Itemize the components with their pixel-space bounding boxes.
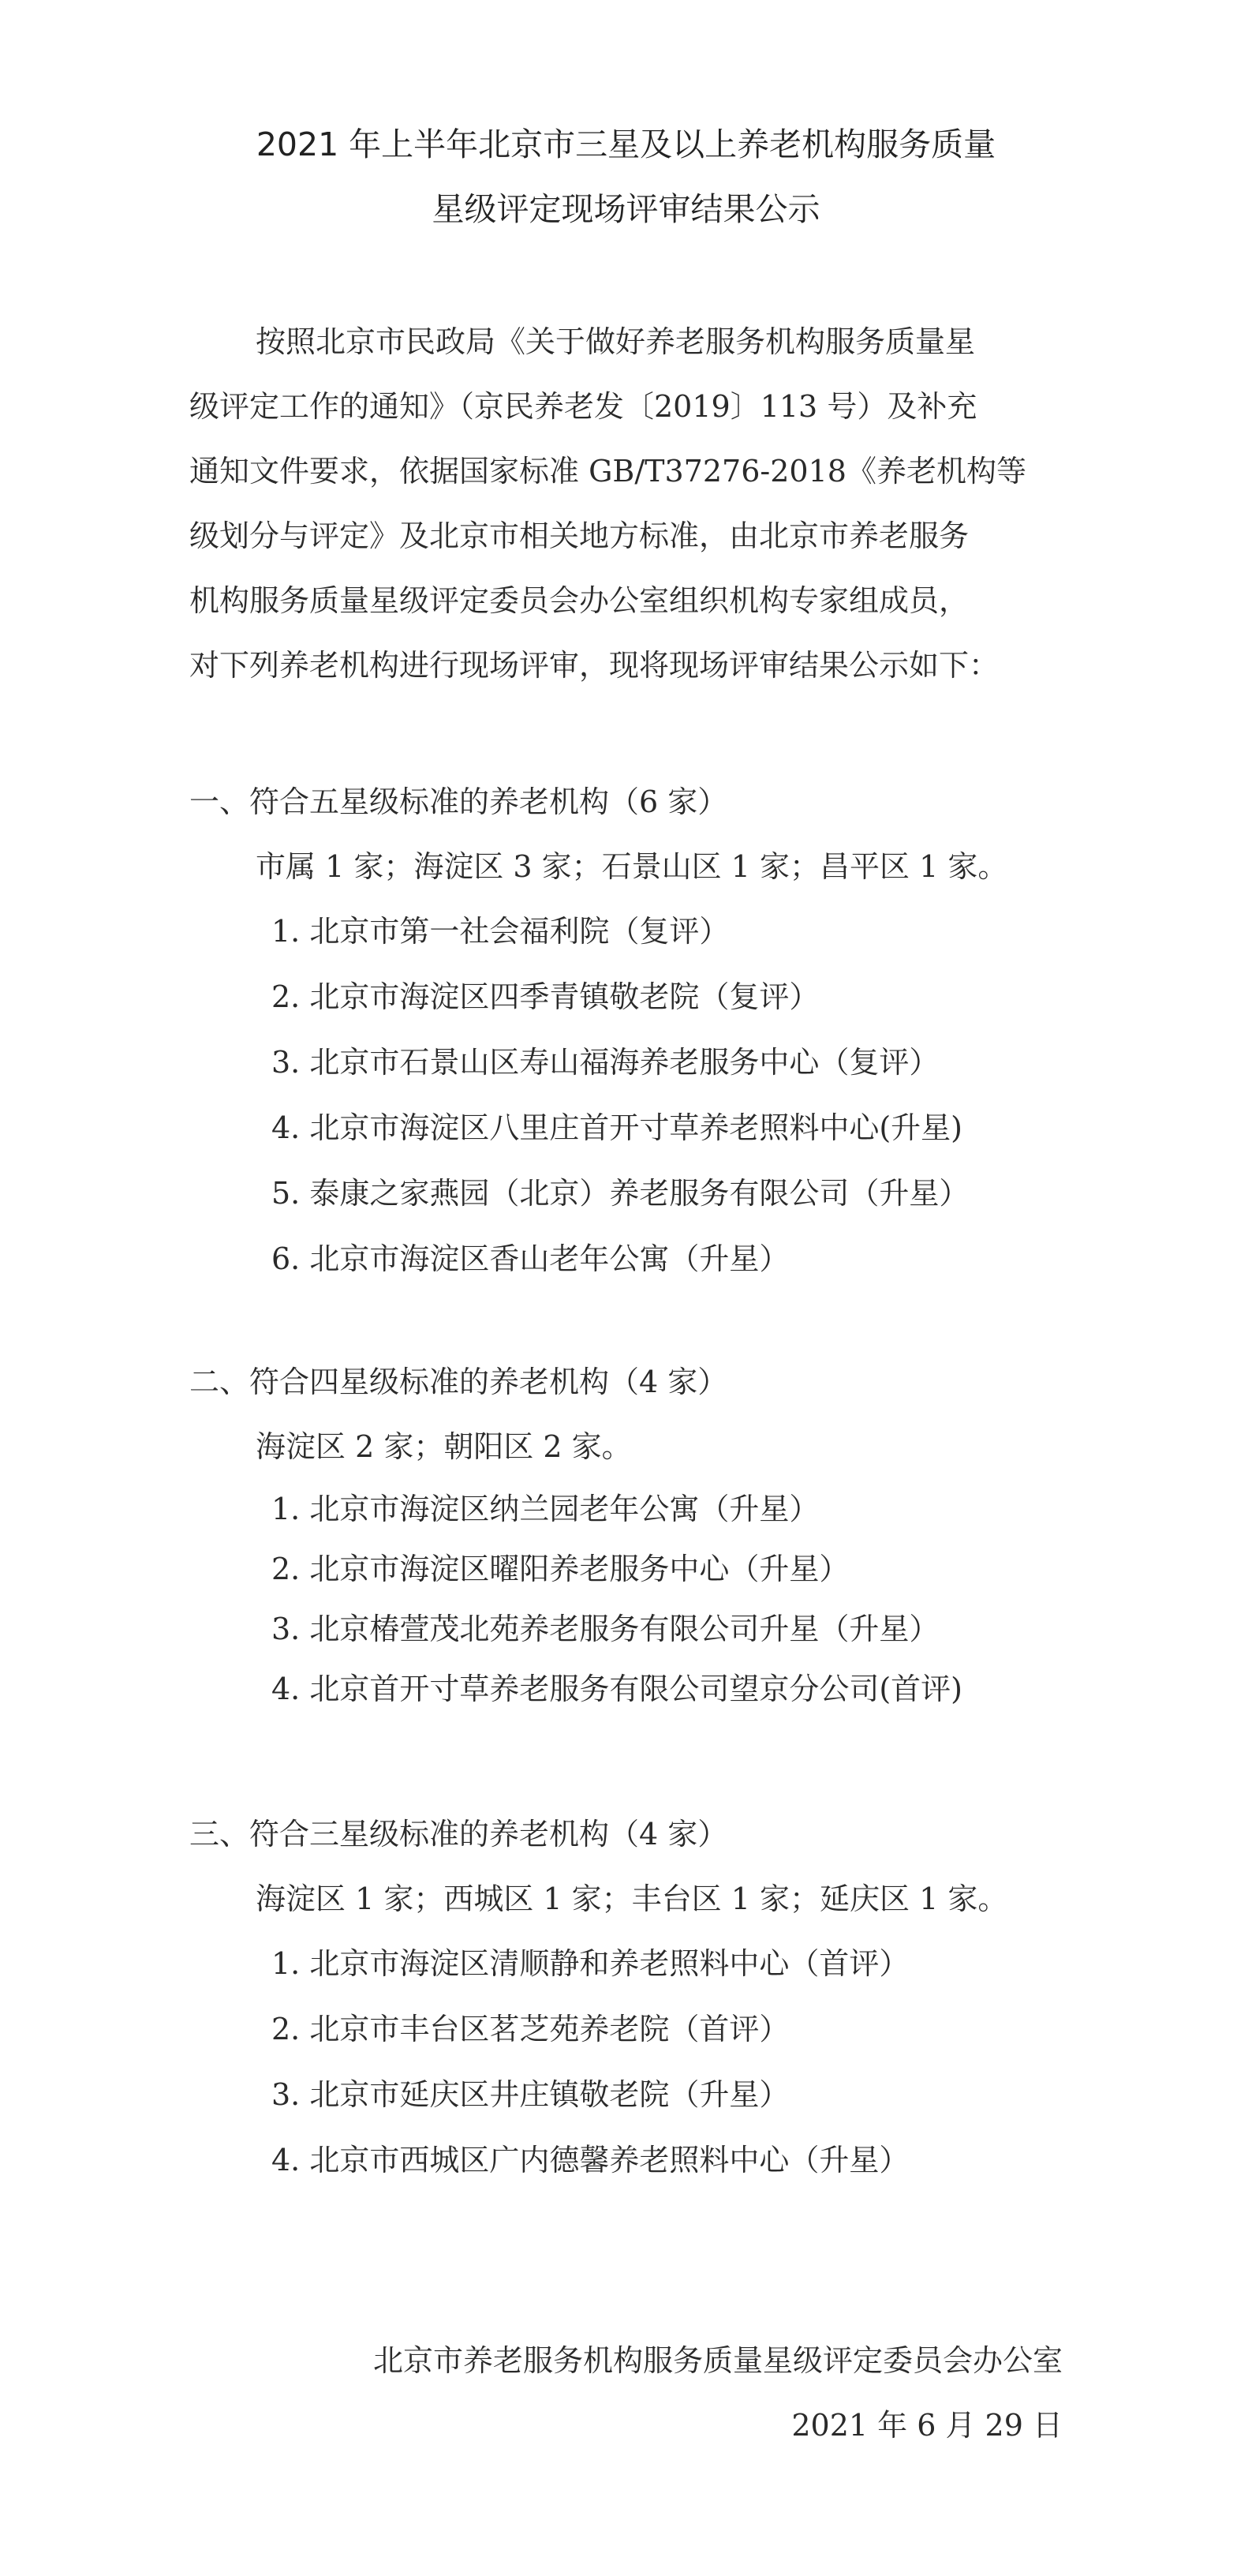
section-four-star: [189, 1350, 1120, 1719]
section-five-star: [189, 769, 1120, 1292]
signature-org: 北京市养老服务机构服务质量星级评定委员会办公室: [372, 2343, 1063, 2378]
list-item: 1. 北京市海淀区清顺静和养老照料中心（首评）: [271, 1946, 910, 1981]
section-summary: 海淀区 1 家；西城区 1 家；丰台区 1 家；延庆区 1 家。: [256, 1881, 1008, 1916]
intro-line: 级评定工作的通知》（京民养老发〔2019〕113 号）及补充: [189, 389, 977, 424]
section-summary: 海淀区 2 家；朝阳区 2 家。: [256, 1429, 632, 1464]
list-item: 3. 北京市延庆区井庄镇敬老院（升星）: [271, 2077, 790, 2112]
signature-block: [373, 2328, 1063, 2458]
intro-line: 按照北京市民政局《关于做好养老服务机构服务质量星: [256, 324, 976, 359]
list-item: 1. 北京市海淀区纳兰园老年公寓（升星）: [271, 1492, 820, 1526]
section-heading: 二、符合四星级标准的养老机构（4 家）: [189, 1365, 728, 1399]
list-item: 4. 北京市海淀区八里庄首开寸草养老照料中心(升星): [271, 1110, 962, 1145]
list-item: 3. 北京椿萱茂北苑养老服务有限公司升星（升星）: [271, 1612, 940, 1646]
intro-line: 机构服务质量星级评定委员会办公室组织机构专家组成员，: [189, 583, 970, 618]
list-item: 1. 北京市第一社会福利院（复评）: [271, 914, 730, 949]
list-item: 4. 北京市西城区广内德馨养老照料中心（升星）: [271, 2143, 910, 2177]
section-heading: 一、符合五星级标准的养老机构（6 家）: [189, 784, 728, 819]
intro-line: 对下列养老机构进行现场评审，现将现场评审结果公示如下：: [189, 648, 1000, 683]
list-item: 5. 泰康之家燕园（北京）养老服务有限公司（升星）: [271, 1176, 970, 1211]
list-item: 2. 北京市丰台区茗芝苑养老院（首评）: [271, 2012, 790, 2046]
list-item: 2. 北京市海淀区四季青镇敬老院（复评）: [271, 979, 820, 1014]
section-summary: 市属 1 家；海淀区 3 家；石景山区 1 家；昌平区 1 家。: [256, 849, 1008, 884]
section-three-star: [189, 1802, 1120, 2193]
document-title-line-2: 星级评定现场评审结果公示: [432, 190, 820, 228]
section-heading: 三、符合三星级标准的养老机构（4 家）: [189, 1817, 728, 1852]
document-title-line-1: 2021 年上半年北京市三星及以上养老机构服务质量: [256, 125, 996, 163]
list-item: 6. 北京市海淀区香山老年公寓（升星）: [271, 1241, 790, 1276]
signature-date: 2021 年 6 月 29 日: [791, 2408, 1063, 2443]
list-item: 4. 北京首开寸草养老服务有限公司望京分公司(首评): [271, 1672, 962, 1706]
list-item: 3. 北京市石景山区寿山福海养老服务中心（复评）: [271, 1045, 940, 1080]
intro-line: 级划分与评定》及北京市相关地方标准，由北京市养老服务: [189, 519, 970, 553]
intro-line: 通知文件要求，依据国家标准 GB/T37276-2018《养老机构等: [189, 454, 1026, 489]
list-item: 2. 北京市海淀区曜阳养老服务中心（升星）: [271, 1552, 850, 1586]
intro-paragraph: [189, 309, 1073, 698]
